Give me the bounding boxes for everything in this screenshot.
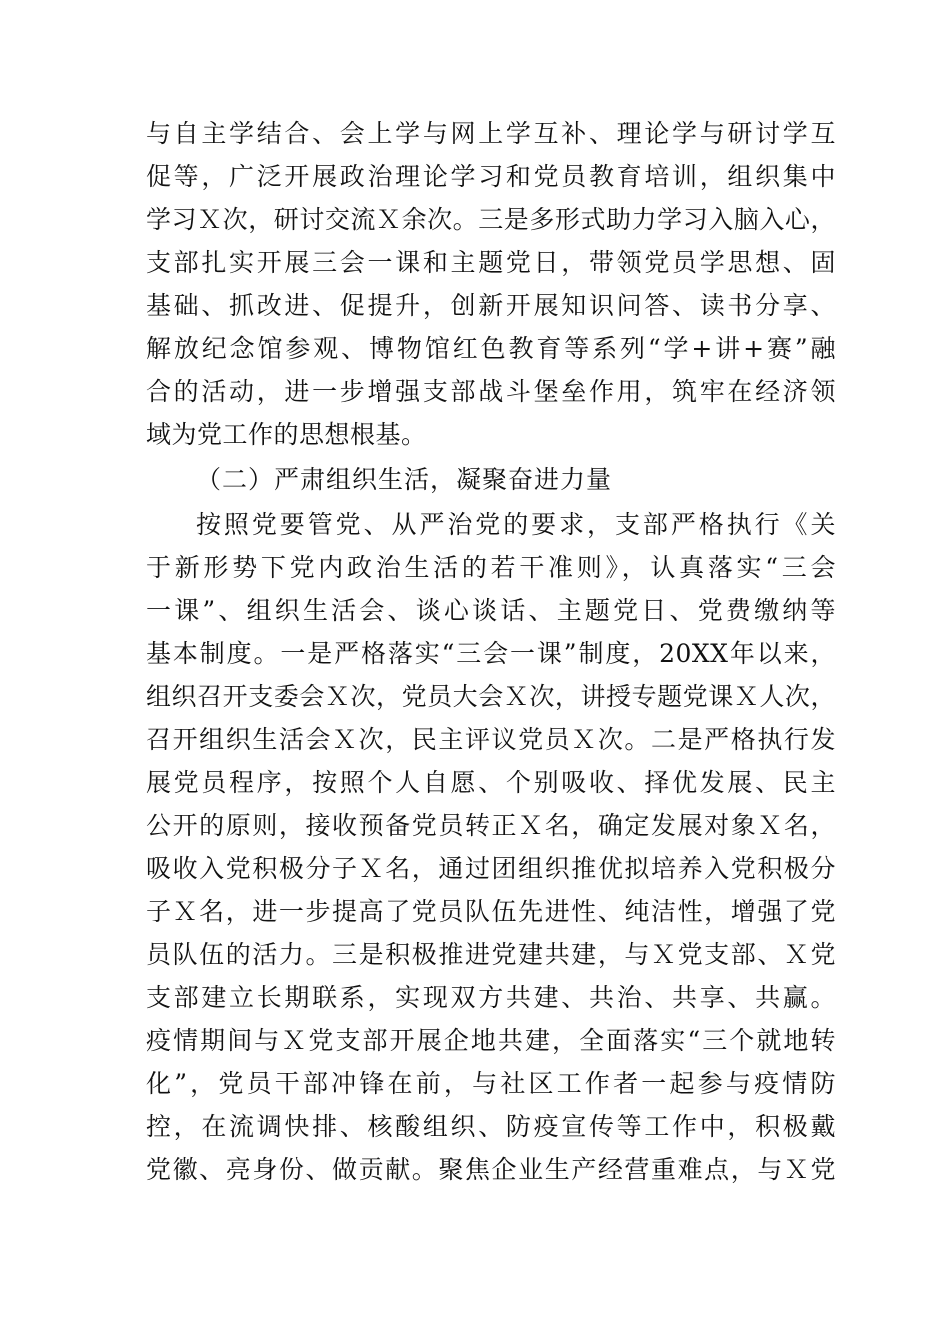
- paragraph-line: 基本制度。一是严格落实“三会一课”制度，20XX年以来，: [146, 639, 836, 668]
- paragraph-line: 员队伍的活力。三是积极推进党建共建，与Ｘ党支部、Ｘ党: [146, 940, 836, 969]
- paragraph-line: 域为党工作的思想根基。: [146, 420, 427, 449]
- paragraph-line: 召开组织生活会Ｘ次，民主评议党员Ｘ次。二是严格执行发: [146, 725, 836, 754]
- paragraph-line: 解放纪念馆参观、博物馆红色教育等系列“学+讲+赛”融: [146, 334, 836, 363]
- paragraph-line: 疫情期间与Ｘ党支部开展企地共建，全面落实“三个就地转: [146, 1026, 836, 1055]
- paragraph-line: 基础、抓改进、促提升，创新开展知识问答、读书分享、: [146, 291, 836, 320]
- paragraph-line: 控，在流调快排、核酸组织、防疫宣传等工作中，积极戴: [146, 1112, 836, 1141]
- paragraph-line: 公开的原则，接收预备党员转正Ｘ名，确定发展对象Ｘ名，: [146, 811, 836, 840]
- paragraph-line: 党徽、亮身份、做贡献。聚焦企业生产经营重难点，与Ｘ党: [146, 1155, 836, 1184]
- paragraph-line: 支部建立长期联系，实现双方共建、共治、共享、共赢。: [146, 983, 836, 1012]
- paragraph-line: 化”，党员干部冲锋在前，与社区工作者一起参与疫情防: [146, 1069, 836, 1098]
- paragraph-line: 展党员程序，按照个人自愿、个别吸收、择优发展、民主: [146, 768, 836, 797]
- paragraph-line: 合的活动，进一步增强支部战斗堡垒作用，筑牢在经济领: [146, 377, 836, 406]
- section-heading: （二）严肃组织生活，凝聚奋进力量: [196, 465, 613, 494]
- paragraph-line: 支部扎实开展三会一课和主题党日，带领党员学思想、固: [146, 248, 836, 277]
- paragraph-line: 一课”、组织生活会、谈心谈话、主题党日、党费缴纳等: [146, 596, 836, 625]
- paragraph-line: 促等，广泛开展政治理论学习和党员教育培训，组织集中: [146, 162, 836, 191]
- paragraph-line: 学习Ｘ次，研讨交流Ｘ余次。三是多形式助力学习入脑入心，: [146, 205, 836, 234]
- paragraph-line: 与自主学结合、会上学与网上学互补、理论学与研讨学互: [146, 119, 836, 148]
- paragraph-line: 吸收入党积极分子Ｘ名，通过团组织推优拟培养入党积极分: [146, 854, 836, 883]
- paragraph-line: 于新形势下党内政治生活的若干准则》，认真落实“三会: [146, 553, 836, 582]
- paragraph-line: 组织召开支委会Ｘ次，党员大会Ｘ次，讲授专题党课Ｘ人次，: [146, 682, 836, 711]
- paragraph-line: 子Ｘ名，进一步提高了党员队伍先进性、纯洁性，增强了党: [146, 897, 836, 926]
- paragraph-line: 按照党要管党、从严治党的要求，支部严格执行《关: [196, 510, 836, 539]
